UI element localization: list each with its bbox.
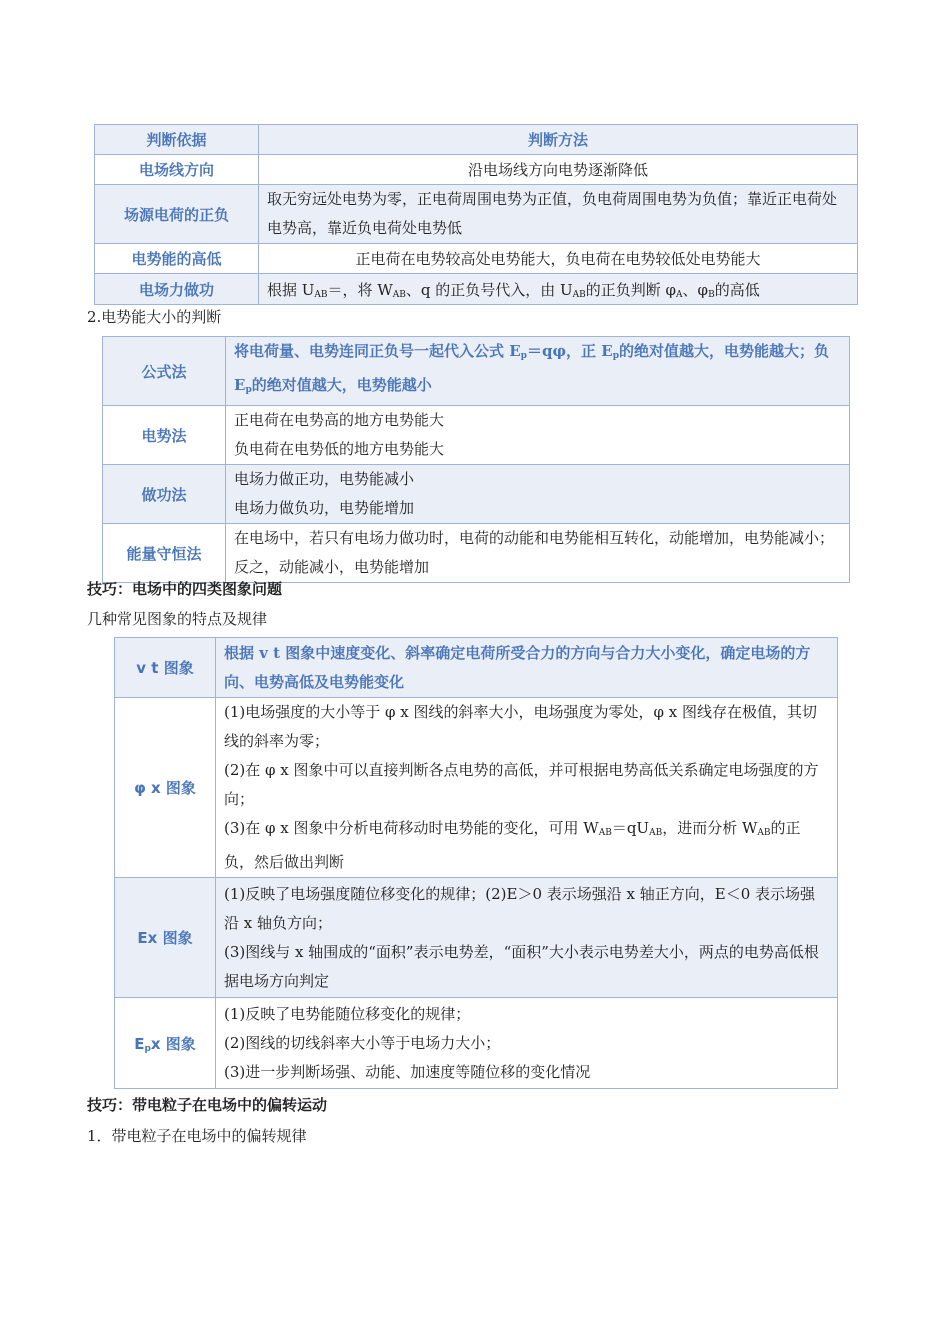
table-header: 判断方法: [259, 125, 858, 155]
row-label: 电势法: [103, 406, 226, 465]
graph-rules-table: [114, 637, 838, 1089]
row-label: 电势能的高低: [95, 244, 259, 274]
row-label: 场源电荷的正负: [95, 185, 259, 244]
section-heading: 几种常见图象的特点及规律: [87, 610, 268, 628]
row-text: 根据 $U_{AB}=$，将 $W_{AB}$、q 的正负号代入，由 $U_{AB}$的正负判断 $\varphi_A$、$\varphi_B$的高低: [259, 274, 858, 305]
row-label: 公式法: [103, 337, 226, 406]
table-header: 判断依据: [95, 125, 259, 155]
row-text: (1)反映了电场强度随位移变化的规律；(2)E＞0 表示场强沿 x 轴正方向，E＜0 表示场强沿 x 轴负方向； (3)图线与 x 轴围成的“面积”表示电势差，“面积”大小表示电势差大小，两点的电势高低根据电场方向判定: [216, 878, 838, 998]
row-text: (1)电场强度的大小等于 φ x 图线的斜率大小，电场强度为零处，φ x 图线存在极值，其切线的斜率为零； (2)在 φ x 图象中可以直接判断各点电势的高低，并可根据电势高低关系确定电场强度的方向； (3)在 φ x 图象中分析电荷移动时电势能的变化，可用 $W_{AB}=qU_{AB}$，进而分析 $W_{AB}$的正负，然后做出判断: [216, 698, 838, 878]
row-label: Ex 图象: [115, 878, 216, 998]
row-text: 在电场中，若只有电场力做功时，电荷的动能和电势能相互转化，动能增加，电势能减小；反之，动能减小，电势能增加: [226, 524, 850, 583]
section-heading: 1．带电粒子在电场中的偏转规律: [87, 1127, 307, 1145]
section-heading: 技巧：带电粒子在电场中的偏转运动: [87, 1096, 328, 1114]
row-label: 做功法: [103, 465, 226, 524]
section-heading: 2.电势能大小的判断: [87, 308, 222, 326]
row-label: φ x 图象: [115, 698, 216, 878]
row-label: 能量守恒法: [103, 524, 226, 583]
row-text: 沿电场线方向电势逐渐降低: [259, 155, 858, 185]
judgment-table: [94, 124, 858, 305]
row-text: (1)反映了电势能随位移变化的规律； (2)图线的切线斜率大小等于电场力大小； (3)进一步判断场强、动能、加速度等随位移的变化情况: [216, 998, 838, 1089]
row-label: $E_px$ 图象: [115, 998, 216, 1089]
section-heading: 技巧：电场中的四类图象问题: [87, 580, 283, 598]
row-label: 电场力做功: [95, 274, 259, 305]
row-text: 将电荷量、电势连同正负号一起代入公式 $E_p=q\varphi$，正 $E_p$的绝对值越大，电势能越大；负 $E_p$的绝对值越大，电势能越小: [226, 337, 850, 406]
row-text: 正电荷在电势高的地方电势能大 负电荷在电势低的地方电势能大: [226, 406, 850, 465]
row-text: 根据 v t 图象中速度变化、斜率确定电荷所受合力的方向与合力大小变化，确定电场的方向、电势高低及电势能变化: [216, 638, 838, 698]
row-text: 取无穷远处电势为零，正电荷周围电势为正值，负电荷周围电势为负值；靠近正电荷处电势高，靠近负电荷处电势低: [259, 185, 858, 244]
row-label: v t 图象: [115, 638, 216, 698]
row-text: 电场力做正功，电势能减小 电场力做负功，电势能增加: [226, 465, 850, 524]
row-text: 正电荷在电势较高处电势能大，负电荷在电势较低处电势能大: [259, 244, 858, 274]
row-label: 电场线方向: [95, 155, 259, 185]
potential-energy-table: [102, 336, 850, 583]
